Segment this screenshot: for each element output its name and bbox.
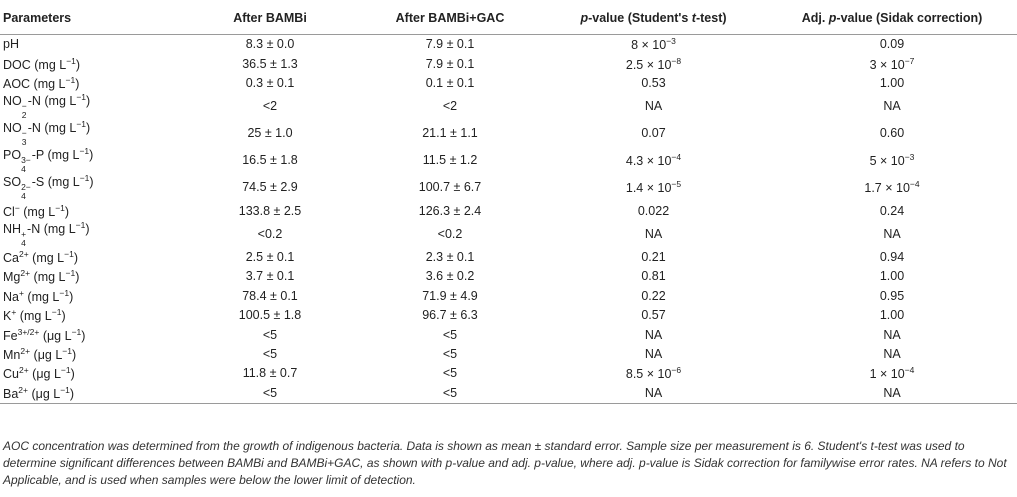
cell-after-bambi: 8.3 ± 0.0 <box>245 37 295 52</box>
table-row <box>0 74 1017 93</box>
ion-charge: 3+/2+ <box>17 326 40 337</box>
table-row <box>0 306 1017 325</box>
cell-adj-pvalue <box>767 267 1017 286</box>
cell-after-bambi-gac: 7.9 ± 0.1 <box>425 56 475 71</box>
ion-charge: 2+ <box>18 384 28 395</box>
unit-exponent: −1 <box>76 119 87 130</box>
ion-charge: − <box>21 128 27 139</box>
value-text: 5 × 10 <box>869 154 905 169</box>
param-text: ) <box>69 289 74 304</box>
value-text: 1.00 <box>879 308 905 323</box>
cell-after-bambi: 25 ± 1.0 <box>247 126 293 141</box>
ion-charge: − <box>21 101 27 112</box>
cell-after-bambi: <5 <box>180 383 360 403</box>
cell-adj-pvalue <box>767 248 1017 267</box>
cell-after-bambi: 2.5 ± 0.1 <box>245 250 295 264</box>
table-row <box>0 174 1017 201</box>
param-text: ) <box>75 57 81 72</box>
cell-parameter <box>0 248 180 267</box>
header-parameters: Parameters <box>0 2 180 35</box>
cell-adj-pvalue <box>767 364 1017 383</box>
cell-parameter <box>0 35 180 55</box>
value-text: NA <box>883 385 901 400</box>
param-text: NH <box>3 221 22 236</box>
ion-charge-stack <box>21 156 31 174</box>
cell-adj-pvalue <box>767 345 1017 364</box>
unit-exponent: −1 <box>79 146 90 157</box>
table-row <box>0 286 1017 305</box>
value-text: NA <box>883 226 901 241</box>
param-text: ) <box>75 77 80 92</box>
cell-after-bambi-gac: 71.9 ± 4.9 <box>422 288 478 303</box>
ion-count: 4 <box>21 164 26 175</box>
unit-exponent: −1 <box>66 55 76 66</box>
header-pvalue: p-value (Student's t-test) <box>540 2 767 35</box>
param-text: (mg L <box>30 270 66 285</box>
cell-after-bambi: <5 <box>262 346 278 361</box>
cell-parameter <box>0 325 180 344</box>
value-text: 0.95 <box>879 288 905 303</box>
cell-after-bambi: 100.5 ± 1.8 <box>238 308 302 323</box>
value-text: 0.07 <box>641 126 666 141</box>
ion-charge: + <box>11 307 17 318</box>
param-text: ) <box>70 367 75 382</box>
table-row <box>0 383 1017 403</box>
cell-adj-pvalue <box>767 74 1017 93</box>
value-text: NA <box>644 327 663 342</box>
cell-after-bambi-gac: <5 <box>442 346 458 361</box>
cell-pvalue <box>540 364 767 383</box>
header-after-bambi-gac: After BAMBi+GAC <box>360 2 540 35</box>
value-exponent: −3 <box>904 152 915 163</box>
cell-after-bambi-gac: <5 <box>360 383 540 403</box>
value-text: 1.00 <box>879 269 905 284</box>
table-row <box>0 147 1017 174</box>
value-exponent: −8 <box>671 55 682 66</box>
unit-exponent: −1 <box>59 287 70 298</box>
table-footnote: AOC concentration was determined from the growth of indigenous bacteria. Data is shown as mean ± standard error. Sample size per measurement is 6. Student's t-test was used to determine significant differences between BAMBi and BAMBi+GAC, as shown with p-value and adj. p-value, where adj. p-value is Sidak correction for familywise error rates. NA refers to Not Applicable, and is used when samples were below the lower limit of detection. <box>3 439 1007 487</box>
cell-parameter <box>0 54 180 73</box>
cell-after-bambi-gac: <5 <box>442 366 458 381</box>
value-text: NA <box>644 385 663 400</box>
ion-charge: 3− <box>21 155 31 166</box>
cell-after-bambi: 74.5 ± 2.9 <box>242 180 298 195</box>
cell-adj-pvalue <box>767 93 1017 120</box>
param-text: -S (mg L <box>31 175 80 190</box>
param-text: (mg L <box>16 309 52 324</box>
cell-parameter <box>0 201 180 220</box>
cell-after-bambi-gac: <0.2 <box>437 226 463 241</box>
cell-pvalue <box>540 267 767 286</box>
unit-exponent: −1 <box>75 219 86 230</box>
cell-after-bambi-gac: 100.7 ± 6.7 <box>418 180 482 195</box>
cell-parameter <box>0 267 180 286</box>
param-text: Fe <box>3 328 18 343</box>
ion-charge: + <box>21 228 27 239</box>
results-table <box>0 2 1017 404</box>
param-text: NO <box>3 94 22 109</box>
cell-pvalue <box>540 147 767 174</box>
unit-exponent: −1 <box>76 92 87 103</box>
value-text: 0.21 <box>641 250 666 264</box>
cell-after-bambi: <0.2 <box>257 226 283 241</box>
param-text: Mg <box>3 270 21 285</box>
cell-after-bambi: 16.5 ± 1.8 <box>242 153 298 168</box>
param-text: -P (mg L <box>31 148 80 163</box>
cell-after-bambi-gac: 126.3 ± 2.4 <box>418 203 482 218</box>
table-row <box>0 54 1017 73</box>
cell-adj-pvalue <box>767 147 1017 174</box>
cell-pvalue <box>540 383 767 403</box>
unit-exponent: −1 <box>65 268 76 279</box>
cell-pvalue <box>540 201 767 220</box>
value-text: 4.3 × 10 <box>625 154 672 169</box>
param-text: Cu <box>3 367 19 382</box>
param-text: DOC (mg L <box>3 57 67 72</box>
unit-exponent: −1 <box>62 345 72 356</box>
param-text: ) <box>73 251 78 265</box>
param-text: -N (mg L <box>27 221 76 236</box>
cell-adj-pvalue <box>767 54 1017 73</box>
value-exponent: −3 <box>666 36 676 47</box>
value-text: 0.53 <box>641 76 666 91</box>
cell-parameter <box>0 74 180 93</box>
value-text: NA <box>883 327 901 342</box>
unit-exponent: −1 <box>64 249 74 259</box>
param-text: -N (mg L <box>27 121 77 136</box>
param-text: ) <box>86 121 91 136</box>
table-body <box>0 35 1017 404</box>
header-adj-pvalue: Adj. p-value (Sidak correction) <box>767 2 1017 35</box>
cell-pvalue <box>540 35 767 55</box>
cell-after-bambi-gac: 3.6 ± 0.2 <box>425 269 475 284</box>
unit-exponent: −1 <box>60 384 70 395</box>
value-text: 0.24 <box>879 203 905 218</box>
param-text: K <box>3 309 12 324</box>
ion-charge: 2+ <box>18 365 29 376</box>
cell-adj-pvalue <box>767 286 1017 305</box>
value-text: 8.5 × 10 <box>625 367 672 382</box>
cell-pvalue <box>540 345 767 364</box>
cell-parameter <box>0 147 180 174</box>
value-exponent: −5 <box>671 179 682 190</box>
value-text: 1 × 10 <box>869 367 905 382</box>
cell-parameter <box>0 174 180 201</box>
value-exponent: −4 <box>671 152 682 163</box>
param-text: NO <box>3 121 22 136</box>
cell-adj-pvalue <box>767 120 1017 147</box>
value-text: 0.94 <box>879 250 905 264</box>
cell-after-bambi: 133.8 ± 2.5 <box>238 203 302 218</box>
param-text: ) <box>89 148 94 163</box>
value-text: 2.5 × 10 <box>625 57 672 72</box>
param-text: ) <box>86 94 91 109</box>
param-text: (μg L <box>28 367 61 382</box>
ion-count: 2 <box>21 110 27 121</box>
param-text: PO <box>3 148 22 163</box>
cell-after-bambi: 11.8 ± 0.7 <box>242 366 298 381</box>
param-text: (mg L <box>28 251 65 265</box>
cell-adj-pvalue <box>767 201 1017 220</box>
cell-after-bambi: 0.3 ± 0.1 <box>245 76 295 91</box>
cell-after-bambi-gac: 11.5 ± 1.2 <box>422 153 478 168</box>
cell-adj-pvalue <box>767 383 1017 403</box>
value-text: 0.09 <box>879 37 905 52</box>
cell-parameter <box>0 364 180 383</box>
param-text: -N (mg L <box>27 94 77 109</box>
param-text: ) <box>81 328 86 343</box>
table-row <box>0 364 1017 383</box>
cell-pvalue <box>540 120 767 147</box>
cell-adj-pvalue <box>767 174 1017 201</box>
cell-after-bambi-gac: 7.9 ± 0.1 <box>425 37 475 52</box>
param-text: SO <box>3 175 22 190</box>
param-text: (μg L <box>28 386 61 401</box>
value-text: 3 × 10 <box>869 57 905 72</box>
table-row <box>0 93 1017 120</box>
param-text: (μg L <box>39 328 72 343</box>
value-text: 8 × 10 <box>631 38 667 53</box>
unit-exponent: −1 <box>55 202 65 213</box>
table-row <box>0 345 1017 364</box>
value-text: NA <box>644 226 663 241</box>
param-text: ) <box>69 386 75 401</box>
param-text: Ca <box>3 251 19 265</box>
param-text: Mn <box>3 347 21 362</box>
value-exponent: −6 <box>671 365 682 376</box>
unit-exponent: −1 <box>51 307 62 318</box>
table-row <box>0 120 1017 147</box>
cell-after-bambi-gac: 2.3 ± 0.1 <box>425 250 475 264</box>
ion-charge: 2+ <box>18 249 29 259</box>
cell-parameter <box>0 306 180 325</box>
unit-exponent: −1 <box>65 75 76 86</box>
cell-pvalue <box>540 325 767 344</box>
ion-count: 4 <box>21 237 26 248</box>
value-text: 0.57 <box>641 308 666 323</box>
header-after-bambi: After BAMBi <box>180 2 360 35</box>
param-text: ) <box>85 221 90 236</box>
value-exponent: −4 <box>909 179 920 190</box>
cell-pvalue <box>540 221 767 248</box>
cell-after-bambi: <5 <box>262 327 278 342</box>
param-text: (μg L <box>30 347 63 362</box>
param-text: Ba <box>3 386 19 401</box>
cell-adj-pvalue <box>767 221 1017 248</box>
cell-after-bambi: 36.5 ± 1.3 <box>242 56 298 71</box>
cell-adj-pvalue <box>767 35 1017 55</box>
value-text: NA <box>644 346 663 361</box>
table-row <box>0 248 1017 267</box>
header-row <box>0 2 1017 35</box>
ion-charge: − <box>14 202 20 213</box>
param-text: Na <box>3 289 19 304</box>
table-row <box>0 325 1017 344</box>
cell-after-bambi: <2 <box>262 99 278 114</box>
param-text: ) <box>89 175 94 190</box>
param-text: Cl <box>3 204 15 219</box>
value-text: NA <box>883 346 901 361</box>
value-text: 0.81 <box>641 269 666 284</box>
ion-count: 4 <box>21 191 26 202</box>
param-text: (mg L <box>23 289 60 304</box>
unit-exponent: −1 <box>71 326 82 337</box>
unit-exponent: −1 <box>60 365 71 376</box>
table-row <box>0 35 1017 55</box>
table-row <box>0 221 1017 248</box>
ion-charge-stack <box>22 102 27 120</box>
cell-parameter <box>0 383 180 403</box>
cell-pvalue <box>540 74 767 93</box>
param-text: ) <box>72 347 77 362</box>
ion-charge: 2+ <box>20 345 31 356</box>
value-text: NA <box>883 99 901 114</box>
cell-parameter <box>0 93 180 120</box>
value-text: 1.4 × 10 <box>625 181 672 196</box>
cell-after-bambi-gac: 21.1 ± 1.1 <box>422 126 478 141</box>
cell-parameter <box>0 221 180 248</box>
ion-count: 3 <box>21 137 27 148</box>
cell-after-bambi-gac: <2 <box>442 99 458 114</box>
ion-charge: + <box>18 287 24 298</box>
ion-charge-stack <box>21 183 31 201</box>
cell-pvalue <box>540 248 767 267</box>
cell-parameter <box>0 120 180 147</box>
value-exponent: −4 <box>904 365 915 376</box>
value-text: 1.00 <box>879 76 905 91</box>
param-text: ) <box>61 309 66 324</box>
cell-pvalue <box>540 306 767 325</box>
ion-charge: 2+ <box>20 268 31 279</box>
value-text: 0.60 <box>879 126 905 141</box>
unit-exponent: −1 <box>79 173 90 184</box>
cell-pvalue <box>540 93 767 120</box>
table-row <box>0 201 1017 220</box>
cell-adj-pvalue <box>767 325 1017 344</box>
param-text: pH <box>3 37 19 52</box>
param-text: AOC (mg L <box>3 77 66 92</box>
param-text: (mg L <box>19 204 56 219</box>
cell-parameter <box>0 286 180 305</box>
table-row <box>0 267 1017 286</box>
ion-charge: 2− <box>21 182 31 193</box>
cell-pvalue <box>540 286 767 305</box>
ion-charge-stack <box>22 129 27 147</box>
value-text: NA <box>644 99 663 114</box>
cell-after-bambi-gac: <5 <box>442 327 458 342</box>
cell-parameter <box>0 345 180 364</box>
cell-pvalue <box>540 54 767 73</box>
cell-pvalue <box>540 174 767 201</box>
param-text: ) <box>75 270 80 285</box>
value-text: 1.7 × 10 <box>864 181 910 196</box>
cell-after-bambi-gac: 0.1 ± 0.1 <box>425 76 475 91</box>
cell-after-bambi: 3.7 ± 0.1 <box>245 269 295 284</box>
cell-adj-pvalue <box>767 306 1017 325</box>
value-exponent: −7 <box>904 55 915 66</box>
value-text: 0.22 <box>641 288 666 303</box>
param-text: ) <box>64 204 70 219</box>
value-text: 0.022 <box>637 203 670 218</box>
cell-after-bambi-gac: 96.7 ± 6.3 <box>422 308 478 323</box>
ion-charge-stack <box>21 230 26 248</box>
cell-after-bambi: 78.4 ± 0.1 <box>242 288 298 303</box>
